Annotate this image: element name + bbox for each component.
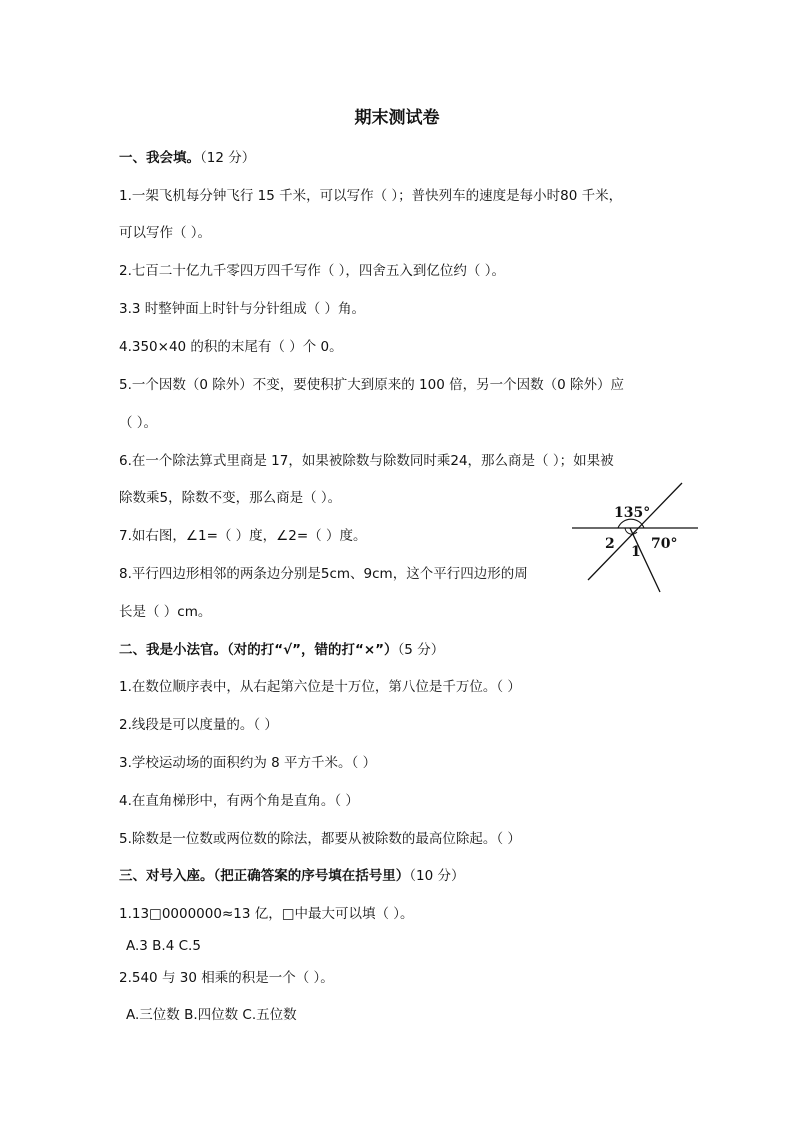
section-3-heading <box>119 867 464 885</box>
question-line: 5.一个因数（0 除外）不变，要使积扩大到原来的 100 倍，另一个因数（0 除外）应 <box>119 377 624 393</box>
question-line: 除数乘5，除数不变，那么商是（ ）。 <box>119 490 342 506</box>
question-line: 3.学校运动场的面积约为 8 平方千米。（ ） <box>119 755 377 771</box>
angle-figure <box>570 480 700 595</box>
section-2-score: （5 分） <box>397 642 445 658</box>
page-title: 期末测试卷 <box>354 108 440 128</box>
question-line: 1.在数位顺序表中，从右起第六位是十万位，第八位是千万位。（ ） <box>119 679 521 695</box>
question-line: 4.在直角梯形中，有两个角是直角。（ ） <box>119 793 359 809</box>
label-1: 1 <box>631 544 641 560</box>
question-line: 2.线段是可以度量的。（ ） <box>119 717 278 733</box>
section-3-score: （10 分） <box>409 868 465 884</box>
question-line: 1.13□0000000≈13 亿，□中最大可以填（ ）。 <box>119 906 414 922</box>
section-1-heading <box>119 149 255 167</box>
section-1-score: （12 分） <box>200 150 256 166</box>
question-line: 7.如右图，∠1=（ ）度，∠2=（ ）度。 <box>119 528 367 544</box>
question-line: 1.一架飞机每分钟飞行 15 千米，可以写作（ ）；普快列车的速度是每小时80 千米， <box>119 188 623 204</box>
section-2-title: 二、我是小法官。（对的打“√”，错的打“×”） <box>119 642 398 658</box>
section-1-title: 一、我会填。 <box>119 150 200 166</box>
label-70: 70° <box>651 536 678 552</box>
diagonal-line <box>588 483 682 580</box>
answer-options: A.3 B.4 C.5 <box>126 938 201 954</box>
question-line: 8.平行四边形相邻的两条边分别是5cm、9cm，这个平行四边形的周 <box>119 566 528 582</box>
question-line: 2.七百二十亿九千零四万四千写作（ ），四舍五入到亿位约（ ）。 <box>119 263 505 279</box>
question-line: 4.350×40 的积的末尾有（ ）个 0。 <box>119 339 343 355</box>
question-line: 3.3 时整钟面上时针与分针组成（ ）角。 <box>119 301 366 317</box>
question-line: 6.在一个除法算式里商是 17，如果被除数与除数同时乘24，那么商是（ ）；如果被 <box>119 453 614 469</box>
label-2: 2 <box>605 536 615 552</box>
question-line: 5.除数是一位数或两位数的除法，都要从被除数的最高位除起。（ ） <box>119 831 521 847</box>
question-line: （ ）。 <box>119 415 158 431</box>
section-3-title: 三、对号入座。（把正确答案的序号填在括号里） <box>119 868 410 884</box>
question-line: 长是（ ）cm。 <box>119 604 212 620</box>
label-135: 135° <box>614 505 651 521</box>
question-line: 可以写作（ ）。 <box>119 225 212 241</box>
section-2-heading <box>119 641 444 659</box>
question-line: 2.540 与 30 相乘的积是一个（ ）。 <box>119 970 334 986</box>
answer-options: A.三位数 B.四位数 C.五位数 <box>126 1007 297 1023</box>
